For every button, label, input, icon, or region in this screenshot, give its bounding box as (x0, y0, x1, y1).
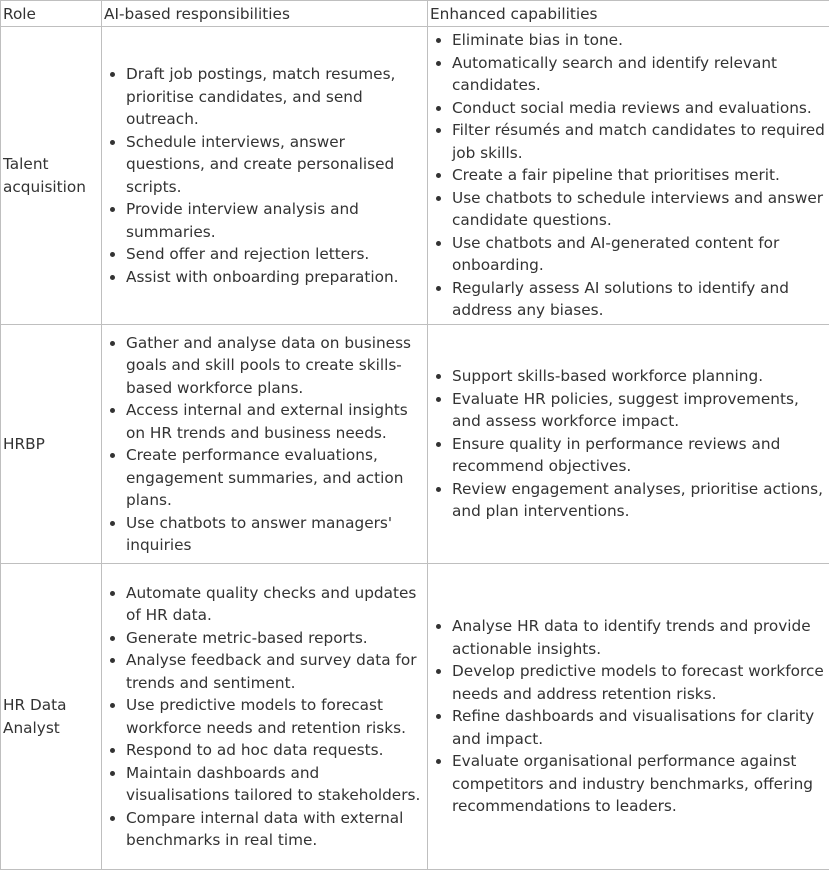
list-item: • Develop predictive models to forecast workforce needs and address retention risks. (452, 660, 827, 705)
list-item: • Use chatbots to answer managers' inquiries (126, 512, 425, 557)
header-ai-responsibilities: AI-based responsibilities (102, 1, 428, 27)
list-item: • Analyse feedback and survey data for trends and sentiment. (126, 649, 425, 694)
ai-responsibilities-list (104, 582, 425, 852)
ai-responsibilities-list (104, 332, 425, 557)
header-enhanced-capabilities: Enhanced capabilities (428, 1, 829, 27)
list-item: • Conduct social media reviews and evaluations. (452, 97, 827, 120)
enhanced-capabilities-cell (428, 564, 829, 870)
list-item: • Automate quality checks and updates of HR data. (126, 582, 425, 627)
list-item: • Assist with onboarding preparation. (126, 266, 425, 289)
enhanced-capabilities-list (430, 365, 827, 523)
list-item: • Create performance evaluations, engagement summaries, and action plans. (126, 444, 425, 512)
enhanced-capabilities-cell (428, 27, 829, 325)
list-item: • Compare internal data with external benchmarks in real time. (126, 807, 425, 852)
ai-responsibilities-cell (102, 27, 428, 325)
list-item: • Use predictive models to forecast workforce needs and retention risks. (126, 694, 425, 739)
list-item: • Provide interview analysis and summaries. (126, 198, 425, 243)
role-cell: Talent acquisition (1, 27, 102, 325)
list-item: • Filter résumés and match candidates to required job skills. (452, 119, 827, 164)
table-row (1, 564, 829, 870)
list-item: • Access internal and external insights on HR trends and business needs. (126, 399, 425, 444)
list-item: • Analyse HR data to identify trends and provide actionable insights. (452, 615, 827, 660)
list-item: • Send offer and rejection letters. (126, 243, 425, 266)
enhanced-capabilities-list (430, 615, 827, 818)
role-cell: HRBP (1, 325, 102, 564)
list-item: • Review engagement analyses, prioritise actions, and plan interventions. (452, 478, 827, 523)
list-item: • Gather and analyse data on business goals and skill pools to create skills-based workforce plans. (126, 332, 425, 400)
list-item: • Refine dashboards and visualisations for clarity and impact. (452, 705, 827, 750)
list-item: • Respond to ad hoc data requests. (126, 739, 425, 762)
enhanced-capabilities-cell (428, 325, 829, 564)
table-row (1, 325, 829, 564)
role-cell: HR Data Analyst (1, 564, 102, 870)
table-row (1, 27, 829, 325)
enhanced-capabilities-list (430, 29, 827, 322)
list-item: • Use chatbots and AI-generated content for onboarding. (452, 232, 827, 277)
header-role: Role (1, 1, 102, 27)
list-item: • Regularly assess AI solutions to identify and address any biases. (452, 277, 827, 322)
list-item: • Schedule interviews, answer questions, and create personalised scripts. (126, 131, 425, 199)
ai-responsibilities-cell (102, 325, 428, 564)
header-row (1, 1, 829, 27)
list-item: • Use chatbots to schedule interviews and answer candidate questions. (452, 187, 827, 232)
table-body (1, 27, 829, 870)
list-item: • Evaluate HR policies, suggest improvements, and assess workforce impact. (452, 388, 827, 433)
table-header (1, 1, 829, 27)
list-item: • Create a fair pipeline that prioritises merit. (452, 164, 827, 187)
ai-responsibilities-cell (102, 564, 428, 870)
list-item: • Maintain dashboards and visualisations tailored to stakeholders. (126, 762, 425, 807)
list-item: • Support skills-based workforce planning. (452, 365, 827, 388)
list-item: • Draft job postings, match resumes, prioritise candidates, and send outreach. (126, 63, 425, 131)
list-item: • Eliminate bias in tone. (452, 29, 827, 52)
list-item: • Generate metric-based reports. (126, 627, 425, 650)
list-item: • Automatically search and identify relevant candidates. (452, 52, 827, 97)
list-item: • Evaluate organisational performance against competitors and industry benchmarks, offering recommendations to leaders. (452, 750, 827, 818)
list-item: • Ensure quality in performance reviews and recommend objectives. (452, 433, 827, 478)
ai-responsibilities-list (104, 63, 425, 288)
